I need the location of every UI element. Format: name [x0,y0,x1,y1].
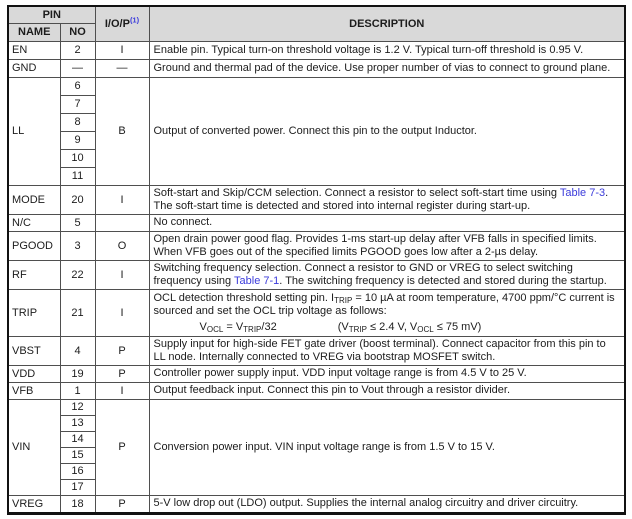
pin-name-cell: RF [8,260,60,289]
pin-number-cell: 10 [60,149,95,167]
footnote-1-ref[interactable]: (1) [129,15,140,25]
pin-number-cell: 15 [60,447,95,463]
description-text: OCL detection threshold setting pin. I [153,291,335,304]
iop-cell: B [95,77,149,185]
trip-formula [154,321,621,334]
description-cell: Ground and thermal pad of the device. Use proper number of vias to connect to ground plane. [149,59,625,77]
pin-row-nc [8,214,625,231]
iop-cell: P [95,365,149,382]
header-iop-label: I/O/P [104,17,130,30]
pin-row-trip [8,289,625,336]
description-cell: Conversion power input. VIN input voltage range is from 1.5 V to 15 V. [149,399,625,495]
trip-description-text [154,292,621,318]
pin-name-cell: PGOOD [8,231,60,260]
pin-number-cell: 11 [60,167,95,185]
description-cell: 5-V low drop out (LDO) output. Supplies the internal analog circuitry and driver circuitry. [149,495,625,513]
pin-number-cell: 13 [60,415,95,431]
iop-cell: O [95,231,149,260]
pin-number-cell: 7 [60,95,95,113]
formula-conditions: ($V_{TRIP} \le 2.4$ V, $V_{OCL} \le 75$ mV) [337,320,482,334]
table-7-1-link[interactable]: Table 7-1 [234,274,280,287]
subscript-trip: TRIP [334,295,353,305]
description-cell: Output feedback input. Connect this pin to Vout through a resistor divider. [149,382,625,399]
pin-number-cell: 22 [60,260,95,289]
pin-name-cell: VBST [8,336,60,365]
pin-number-cell: 6 [60,77,95,95]
iop-cell: I [95,185,149,214]
pin-number-cell: 17 [60,479,95,495]
description-cell [149,289,625,336]
description-cell: Supply input for high-side FET gate driver (boost terminal). Connect capacitor from this pin to LL node. Internally connected to VREG via bootstrap MOSFET switch. [149,336,625,365]
pin-row-rf [8,260,625,289]
pin-row-vfb [8,382,625,399]
iop-cell: P [95,336,149,365]
description-text: . The soft-start time is detected and stored into internal register during start-up. [153,186,609,212]
header-iop [95,6,149,41]
formula-vocl: $V_{OCL} = V_{TRIP}/32$ [199,320,277,334]
pin-row-en [8,41,625,59]
table-header [8,6,625,41]
iop-cell: I [95,41,149,59]
pin-row-pgood [8,231,625,260]
pin-number-cell: 3 [60,231,95,260]
header-pin-no: NO [60,23,95,41]
pin-name-cell: GND [8,59,60,77]
header-row-group [8,6,625,23]
description-cell: Controller power supply input. VDD input voltage range is from 4.5 V to 25 V. [149,365,625,382]
description-text: Soft-start and Skip/CCM selection. Connect a resistor to select soft-start time using [153,186,560,199]
pin-number-cell: 8 [60,113,95,131]
pin-description-table [7,5,626,515]
pin-number-cell: 19 [60,365,95,382]
pin-number-cell: 2 [60,41,95,59]
description-cell: Open drain power good flag. Provides 1-ms start-up delay after VFB falls in specified limits. When VFB goes out of the specified limits PGOOD goes low after a 2-µs delay. [149,231,625,260]
pin-number-cell: 14 [60,431,95,447]
iop-cell: — [95,59,149,77]
iop-cell: I [95,382,149,399]
pin-number-cell: 21 [60,289,95,336]
pin-number-cell: 12 [60,399,95,415]
pin-name-cell: VREG [8,495,60,513]
pin-number-cell: 16 [60,463,95,479]
header-description: DESCRIPTION [149,6,625,41]
description-text: Switching frequency selection. Connect a resistor to GND or VREG to select switching frequency using [153,261,573,287]
iop-cell: I [95,260,149,289]
description-cell [149,185,625,214]
pin-name-cell: EN [8,41,60,59]
description-cell [149,260,625,289]
pin-name-cell: VDD [8,365,60,382]
pin-row-ll [8,77,625,95]
pin-name-cell: VIN [8,399,60,495]
pin-row-vreg [8,495,625,513]
description-cell: No connect. [149,214,625,231]
pin-name-cell: N/C [8,214,60,231]
iop-cell: P [95,495,149,513]
pin-number-cell: 4 [60,336,95,365]
pin-number-cell: 20 [60,185,95,214]
pin-row-vin [8,399,625,415]
pin-number-cell: 9 [60,131,95,149]
pin-number-cell: — [60,59,95,77]
description-text: = 10 µA at room temperature, 4700 ppm/°C current is sourced and set the OCL trip voltage as follows: [153,291,615,317]
pin-name-cell: LL [8,77,60,185]
pin-number-cell: 18 [60,495,95,513]
pin-name-cell: VFB [8,382,60,399]
pin-number-cell: 5 [60,214,95,231]
pin-name-cell: MODE [8,185,60,214]
iop-cell: P [95,399,149,495]
pin-row-vdd [8,365,625,382]
table-7-3-link[interactable]: Table 7-3 [559,186,606,199]
pin-number-cell: 1 [60,382,95,399]
pin-row-gnd [8,59,625,77]
iop-cell [95,214,149,231]
description-cell: Output of converted power. Connect this pin to the output Inductor. [149,77,625,185]
description-text: . The switching frequency is detected and stored during the startup. [279,274,607,287]
pin-row-vbst [8,336,625,365]
pin-row-mode [8,185,625,214]
header-pin: PIN [8,6,95,23]
header-pin-name: NAME [8,23,60,41]
description-cell: Enable pin. Typical turn-on threshold voltage is 1.2 V. Typical turn-off threshold is 0.95 V. [149,41,625,59]
iop-cell: I [95,289,149,336]
pin-name-cell: TRIP [8,289,60,336]
